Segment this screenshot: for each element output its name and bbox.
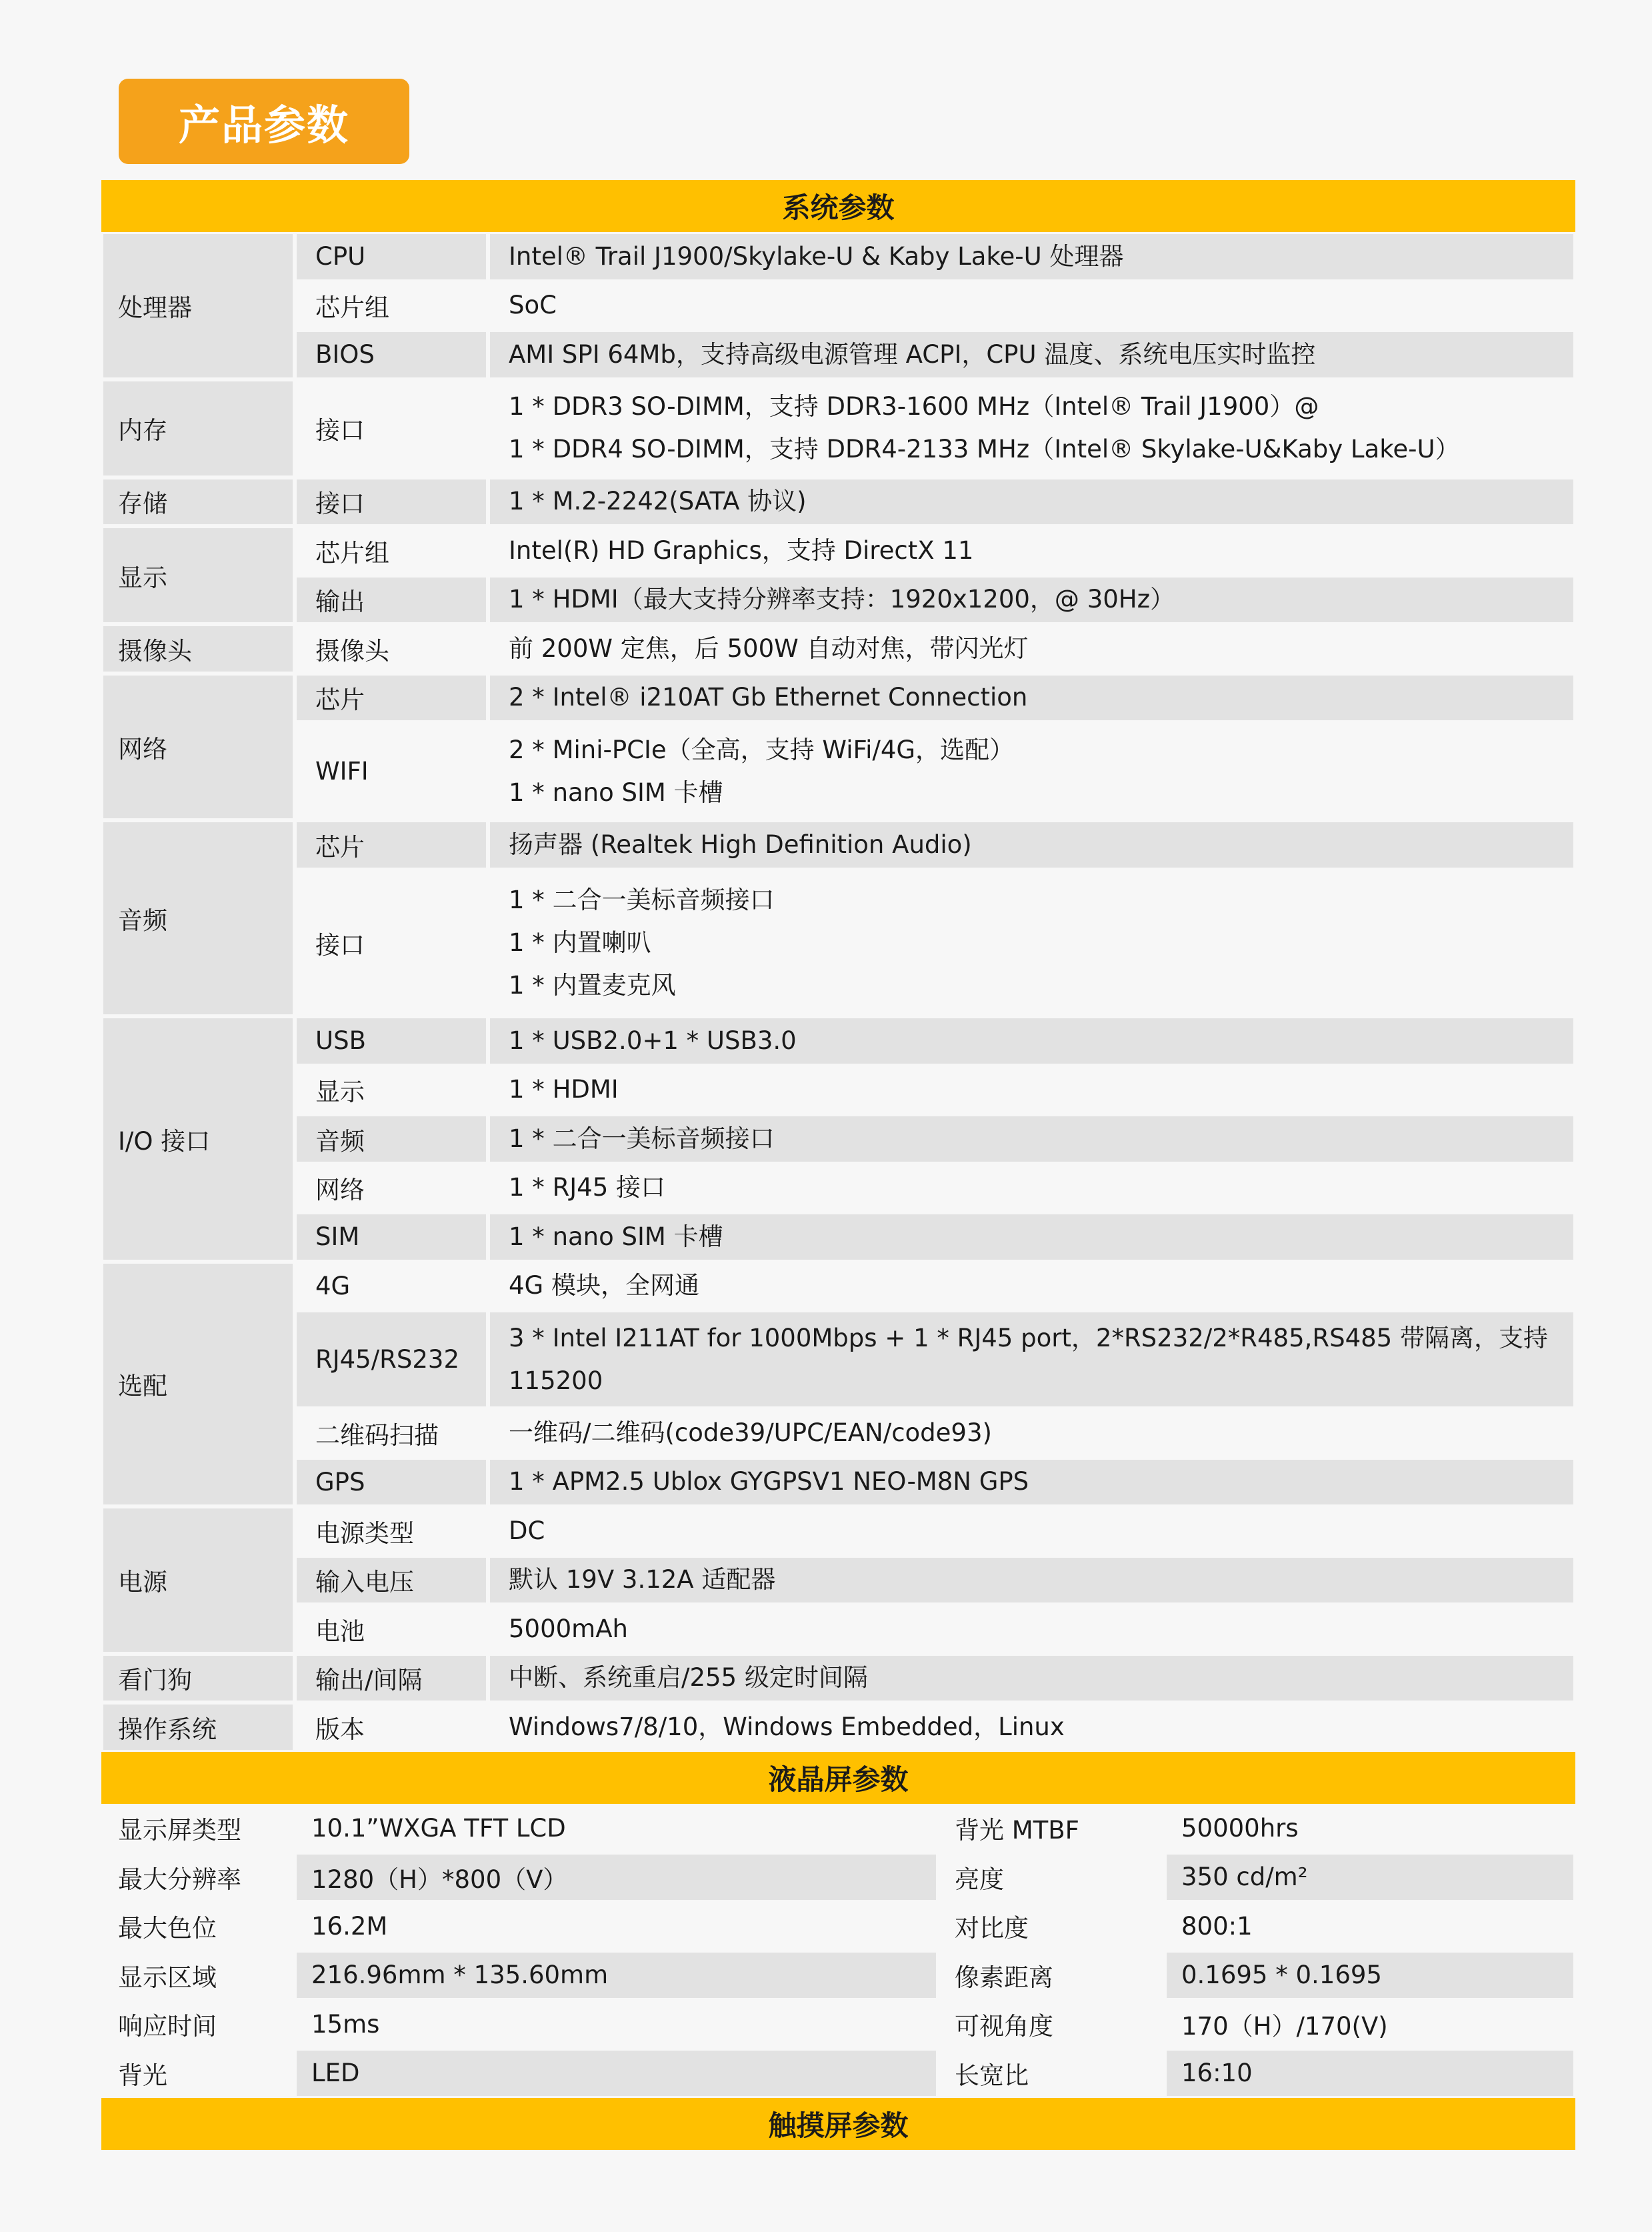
spec-value (488, 1114, 1575, 1164)
spec-value-line: 1 * DDR4 SO-DIMM，支持 DDR4-2133 MHz（Intel® Skylake-U&Kaby Lake-U） (509, 435, 1460, 463)
lcd-value: 800:1 (1165, 1902, 1575, 1951)
lcd-key: 亮度 (938, 1853, 1165, 1902)
spec-value-line: Intel(R) HD Graphics，支持 DirectX 11 (509, 535, 974, 565)
spec-value-line: 1 * 内置麦克风 (509, 970, 676, 1000)
spec-value-line: 扬声器 (Realtek High Definition Audio) (509, 830, 972, 859)
spec-label: 二维码扫描 (295, 1408, 488, 1458)
section-header-lcd: 液晶屏参数 (101, 1752, 1575, 1804)
spec-value (488, 281, 1575, 331)
spec-label: 网络 (295, 1164, 488, 1213)
spec-value-line: 1 * 二合一美标音频接口 (509, 885, 775, 914)
lcd-value: 16.2M (295, 1902, 938, 1951)
category-cell: 看门狗 (101, 1654, 295, 1703)
category-cell: 选配 (101, 1262, 295, 1507)
spec-value (488, 1703, 1575, 1752)
spec-value (488, 330, 1575, 379)
spec-label: 输出/间隔 (295, 1654, 488, 1703)
spec-label: 接口 (295, 870, 488, 1017)
spec-value (488, 1556, 1575, 1605)
spec-value-line: 前 200W 定焦，后 500W 自动对焦，带闪光灯 (509, 634, 1029, 663)
spec-value-line: 默认 19V 3.12A 适配器 (509, 1565, 776, 1594)
lcd-key: 对比度 (938, 1902, 1165, 1951)
category-cell: 存储 (101, 477, 295, 527)
category-cell: 操作系统 (101, 1703, 295, 1752)
lcd-value: 16:10 (1165, 2049, 1575, 2098)
spec-label: 输入电压 (295, 1556, 488, 1605)
spec-label: USB (295, 1016, 488, 1066)
spec-label: 输出 (295, 576, 488, 625)
spec-label: 接口 (295, 477, 488, 527)
page-title: 产品参数 (119, 79, 409, 164)
spec-label: 4G (295, 1262, 488, 1311)
spec-value-line: 1 * 内置喇叭 (509, 928, 651, 957)
spec-value-line: 2 * Intel® i210AT Gb Ethernet Connection (509, 683, 1028, 712)
spec-value (488, 576, 1575, 625)
spec-value-line: 1 * USB2.0+1 * USB3.0 (509, 1026, 797, 1055)
category-cell: 显示 (101, 526, 295, 624)
spec-value-line: 1 * HDMI（最大支持分辨率支持：1920x1200，@ 30Hz） (509, 585, 1175, 614)
lcd-value: LED (295, 2049, 938, 2098)
lcd-key: 显示区域 (101, 1951, 295, 2000)
system-spec-table (101, 232, 1575, 1752)
category-cell: 电源 (101, 1506, 295, 1654)
spec-value-line: 1 * APM2.5 Ublox GYGPSV1 NEO-M8N GPS (509, 1467, 1029, 1496)
spec-value-line: 2 * Mini-PCIe（全高，支持 WiFi/4G，选配） (509, 735, 1015, 764)
spec-value (488, 870, 1575, 1017)
spec-value-line: 115200 (509, 1366, 603, 1395)
spec-value-line: 一维码/二维码(code39/UPC/EAN/code93) (509, 1418, 992, 1447)
spec-label: WIFI (295, 722, 488, 820)
spec-value-line: 1 * 二合一美标音频接口 (509, 1124, 775, 1153)
lcd-value: 1280（H）*800（V） (295, 1853, 938, 1902)
category-cell: 音频 (101, 820, 295, 1016)
spec-sheet (101, 180, 1575, 2150)
lcd-key: 像素距离 (938, 1951, 1165, 2000)
lcd-value: 10.1”WXGA TFT LCD (295, 1804, 938, 1853)
category-cell: 网络 (101, 674, 295, 821)
spec-label: 接口 (295, 379, 488, 477)
spec-value-line: DC (509, 1516, 545, 1545)
spec-label: 芯片组 (295, 526, 488, 576)
lcd-key: 显示屏类型 (101, 1804, 295, 1853)
spec-value-line: 1 * M.2-2242(SATA 协议) (509, 487, 807, 516)
spec-value (488, 526, 1575, 576)
spec-label: 芯片组 (295, 281, 488, 331)
spec-label: GPS (295, 1458, 488, 1507)
category-cell: 摄像头 (101, 624, 295, 674)
spec-value (488, 232, 1575, 281)
spec-value-line: 5000mAh (509, 1614, 628, 1643)
spec-value (488, 624, 1575, 674)
spec-value (488, 1066, 1575, 1115)
spec-label: 芯片 (295, 674, 488, 723)
spec-value (488, 1506, 1575, 1556)
section-header-system: 系统参数 (101, 180, 1575, 232)
spec-value-line: 1 * DDR3 SO-DIMM，支持 DDR3-1600 MHz（Intel® Trail J1900）@ (509, 392, 1319, 421)
lcd-key: 背光 (101, 2049, 295, 2098)
lcd-key: 最大分辨率 (101, 1853, 295, 1902)
lcd-value: 216.96mm * 135.60mm (295, 1951, 938, 2000)
spec-value-line: Windows7/8/10，Windows Embedded，Linux (509, 1712, 1065, 1741)
spec-value (488, 722, 1575, 820)
spec-value (488, 1164, 1575, 1213)
spec-value-line: 1 * HDMI (509, 1075, 619, 1104)
spec-value (488, 1212, 1575, 1262)
lcd-value: 50000hrs (1165, 1804, 1575, 1853)
spec-value-line: 4G 模块，全网通 (509, 1271, 699, 1300)
category-cell: 内存 (101, 379, 295, 477)
lcd-value: 170（H）/170(V) (1165, 2000, 1575, 2049)
spec-label: SIM (295, 1212, 488, 1262)
spec-value-line: 1 * RJ45 接口 (509, 1173, 666, 1202)
spec-label: 显示 (295, 1066, 488, 1115)
spec-value (488, 379, 1575, 477)
spec-value-line: SoC (509, 291, 557, 320)
spec-label: CPU (295, 232, 488, 281)
spec-value (488, 1310, 1575, 1408)
spec-value (488, 1262, 1575, 1311)
spec-value (488, 820, 1575, 870)
spec-label: 电池 (295, 1604, 488, 1654)
lcd-key: 长宽比 (938, 2049, 1165, 2098)
spec-label: 电源类型 (295, 1506, 488, 1556)
spec-value (488, 1604, 1575, 1654)
spec-value (488, 1016, 1575, 1066)
spec-label: 版本 (295, 1703, 488, 1752)
spec-label: 摄像头 (295, 624, 488, 674)
lcd-value: 15ms (295, 2000, 938, 2049)
lcd-key: 可视角度 (938, 2000, 1165, 2049)
category-cell: I/O 接口 (101, 1016, 295, 1262)
spec-value-line: 1 * nano SIM 卡槽 (509, 778, 723, 807)
spec-value (488, 1458, 1575, 1507)
category-cell: 处理器 (101, 232, 295, 379)
spec-value-line: 3 * Intel I211AT for 1000Mbps + 1 * RJ45 port，2*RS232/2*R485,RS485 带隔离，支持 (509, 1323, 1548, 1352)
spec-value (488, 1408, 1575, 1458)
spec-value-line: Intel® Trail J1900/Skylake-U & Kaby Lake-U 处理器 (509, 241, 1124, 271)
spec-value-line: 中断、系统重启/255 级定时间隔 (509, 1663, 868, 1693)
spec-value-line: 1 * nano SIM 卡槽 (509, 1222, 723, 1251)
spec-value (488, 477, 1575, 527)
spec-value-line: AMI SPI 64Mb，支持高级电源管理 ACPI，CPU 温度、系统电压实时监控 (509, 339, 1316, 369)
lcd-value: 350 cd/m² (1165, 1853, 1575, 1902)
spec-label: 音频 (295, 1114, 488, 1164)
spec-value (488, 674, 1575, 723)
lcd-value: 0.1695 * 0.1695 (1165, 1951, 1575, 2000)
lcd-key: 最大色位 (101, 1902, 295, 1951)
spec-label: 芯片 (295, 820, 488, 870)
spec-value (488, 1654, 1575, 1703)
spec-label: BIOS (295, 330, 488, 379)
spec-label: RJ45/RS232 (295, 1310, 488, 1408)
lcd-spec-table (101, 1804, 1575, 2098)
lcd-key: 背光 MTBF (938, 1804, 1165, 1853)
lcd-key: 响应时间 (101, 2000, 295, 2049)
section-header-touch: 触摸屏参数 (101, 2098, 1575, 2150)
